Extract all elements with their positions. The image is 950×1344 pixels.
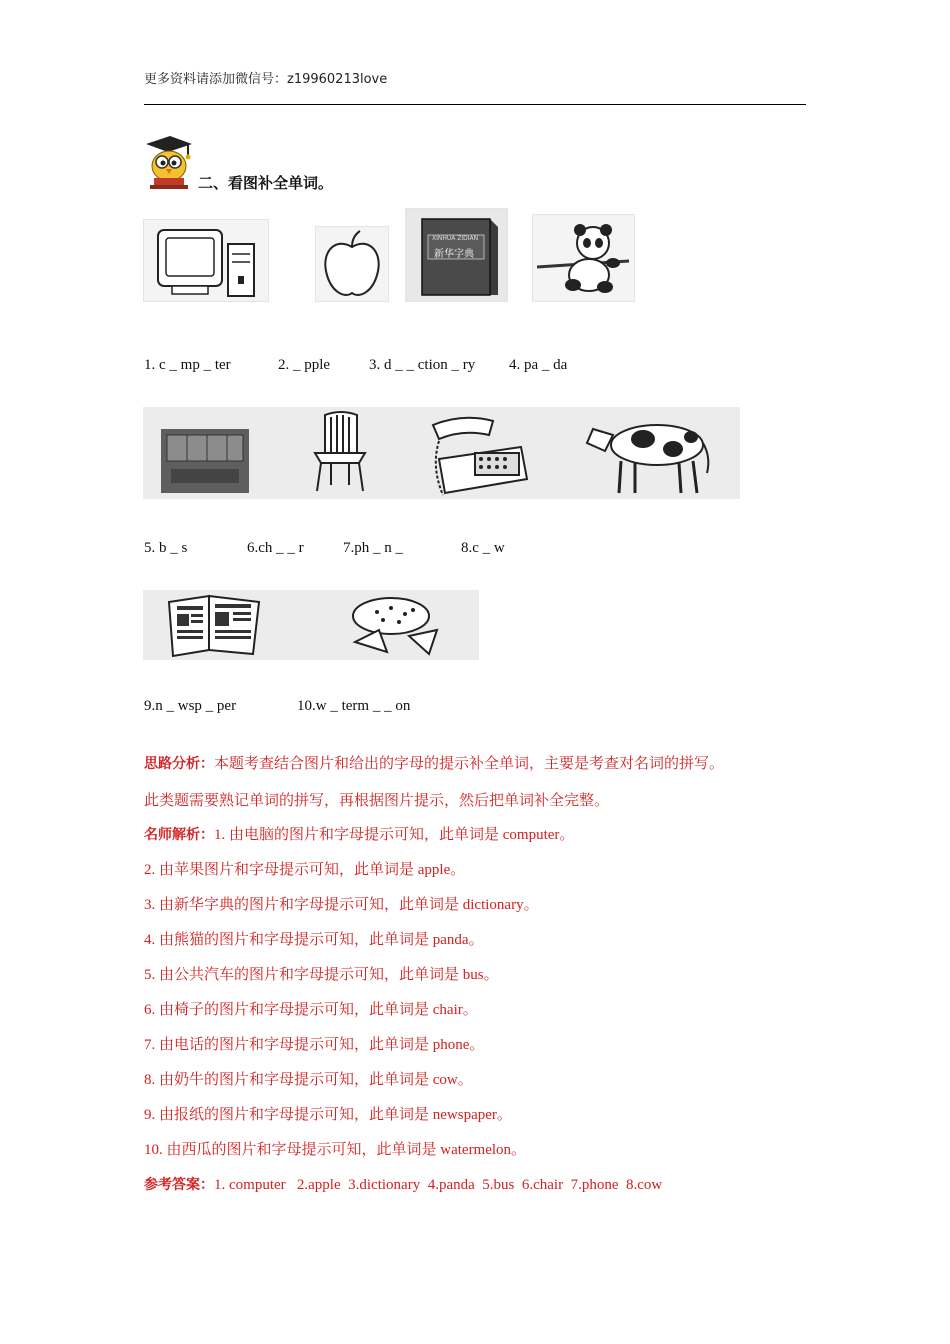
explanation-item: 10. 由西瓜的图片和字母提示可知，此单词是 watermelon。 xyxy=(144,1142,527,1158)
explanation-item: 6. 由椅子的图片和字母提示可知，此单词是 chair。 xyxy=(144,1002,478,1018)
explanation-item: 5. 由公共汽车的图片和字母提示可知，此单词是 bus。 xyxy=(144,967,499,983)
owl-mascot-icon xyxy=(142,132,194,190)
explanation-item: 4. 由熊猫的图片和字母提示可知，此单词是 panda。 xyxy=(144,932,484,948)
question-2: 2. _ pple xyxy=(278,357,331,373)
answer-label: 参考答案： xyxy=(144,1177,214,1193)
watermelon-icon xyxy=(353,598,437,654)
analysis-label: 思路分析： xyxy=(144,756,214,772)
section-title: 二、看图补全单词。 xyxy=(198,174,334,192)
question-6: 6.ch _ _ r xyxy=(247,540,304,556)
explanation-line-1 xyxy=(144,823,574,844)
dictionary-cover-title: 新华字典 xyxy=(434,249,474,260)
answer-line xyxy=(144,1174,662,1194)
explanation-item: 7. 由电话的图片和字母提示可知，此单词是 phone。 xyxy=(144,1037,485,1053)
header-text: 更多资料请添加微信号：z19960213love xyxy=(144,72,388,87)
question-9: 9.n _ wsp _ per xyxy=(144,698,237,714)
question-1: 1. c _ mp _ ter xyxy=(144,357,231,373)
question-8: 8.c _ w xyxy=(461,540,505,556)
explanation-item: 3. 由新华字典的图片和字母提示可知，此单词是 dictionary。 xyxy=(144,897,539,913)
explanation-item: 8. 由奶牛的图片和字母提示可知，此单词是 cow。 xyxy=(144,1072,473,1088)
explanation-label: 名师解析： xyxy=(144,827,214,843)
analysis-text-1: 本题考查结合图片和给出的字母的提示补全单词，主要是考查对名词的拼写。 xyxy=(214,756,725,772)
analysis-line-2: 此类题需要熟记单词的拼写，再根据图片提示，然后把单词补全完整。 xyxy=(144,793,610,809)
image-strip-row3 xyxy=(143,590,479,660)
apple-icon xyxy=(315,226,389,302)
computer-icon xyxy=(143,219,269,302)
question-3: 3. d _ _ ction _ ry xyxy=(369,357,476,373)
chair-icon xyxy=(315,412,365,491)
question-4: 4. pa _ da xyxy=(509,357,568,373)
telephone-icon xyxy=(433,418,527,495)
dictionary-cover-latin: XINHUA ZIDIAN xyxy=(432,235,479,242)
question-5: 5. b _ s xyxy=(144,540,188,556)
question-10: 10.w _ term _ _ on xyxy=(297,698,411,714)
cow-icon xyxy=(587,425,708,493)
explanation-item: 9. 由报纸的图片和字母提示可知，此单词是 newspaper。 xyxy=(144,1107,512,1123)
dictionary-icon xyxy=(405,208,508,302)
bus-icon xyxy=(161,429,249,493)
newspaper-icon xyxy=(169,596,259,656)
analysis-line-1 xyxy=(144,752,724,773)
panda-icon xyxy=(532,214,635,302)
explanation-item: 2. 由苹果图片和字母提示可知，此单词是 apple。 xyxy=(144,862,466,878)
question-7: 7.ph _ n _ xyxy=(343,540,403,556)
answer-text: 1. computer 2.apple 3.dictionary 4.panda 5.bus 6.chair 7.phone 8.cow xyxy=(214,1177,663,1193)
header-divider xyxy=(144,104,806,105)
explanation-item: 1. 由电脑的图片和字母提示可知，此单词是 computer。 xyxy=(214,827,575,843)
image-strip-row2 xyxy=(143,407,740,499)
